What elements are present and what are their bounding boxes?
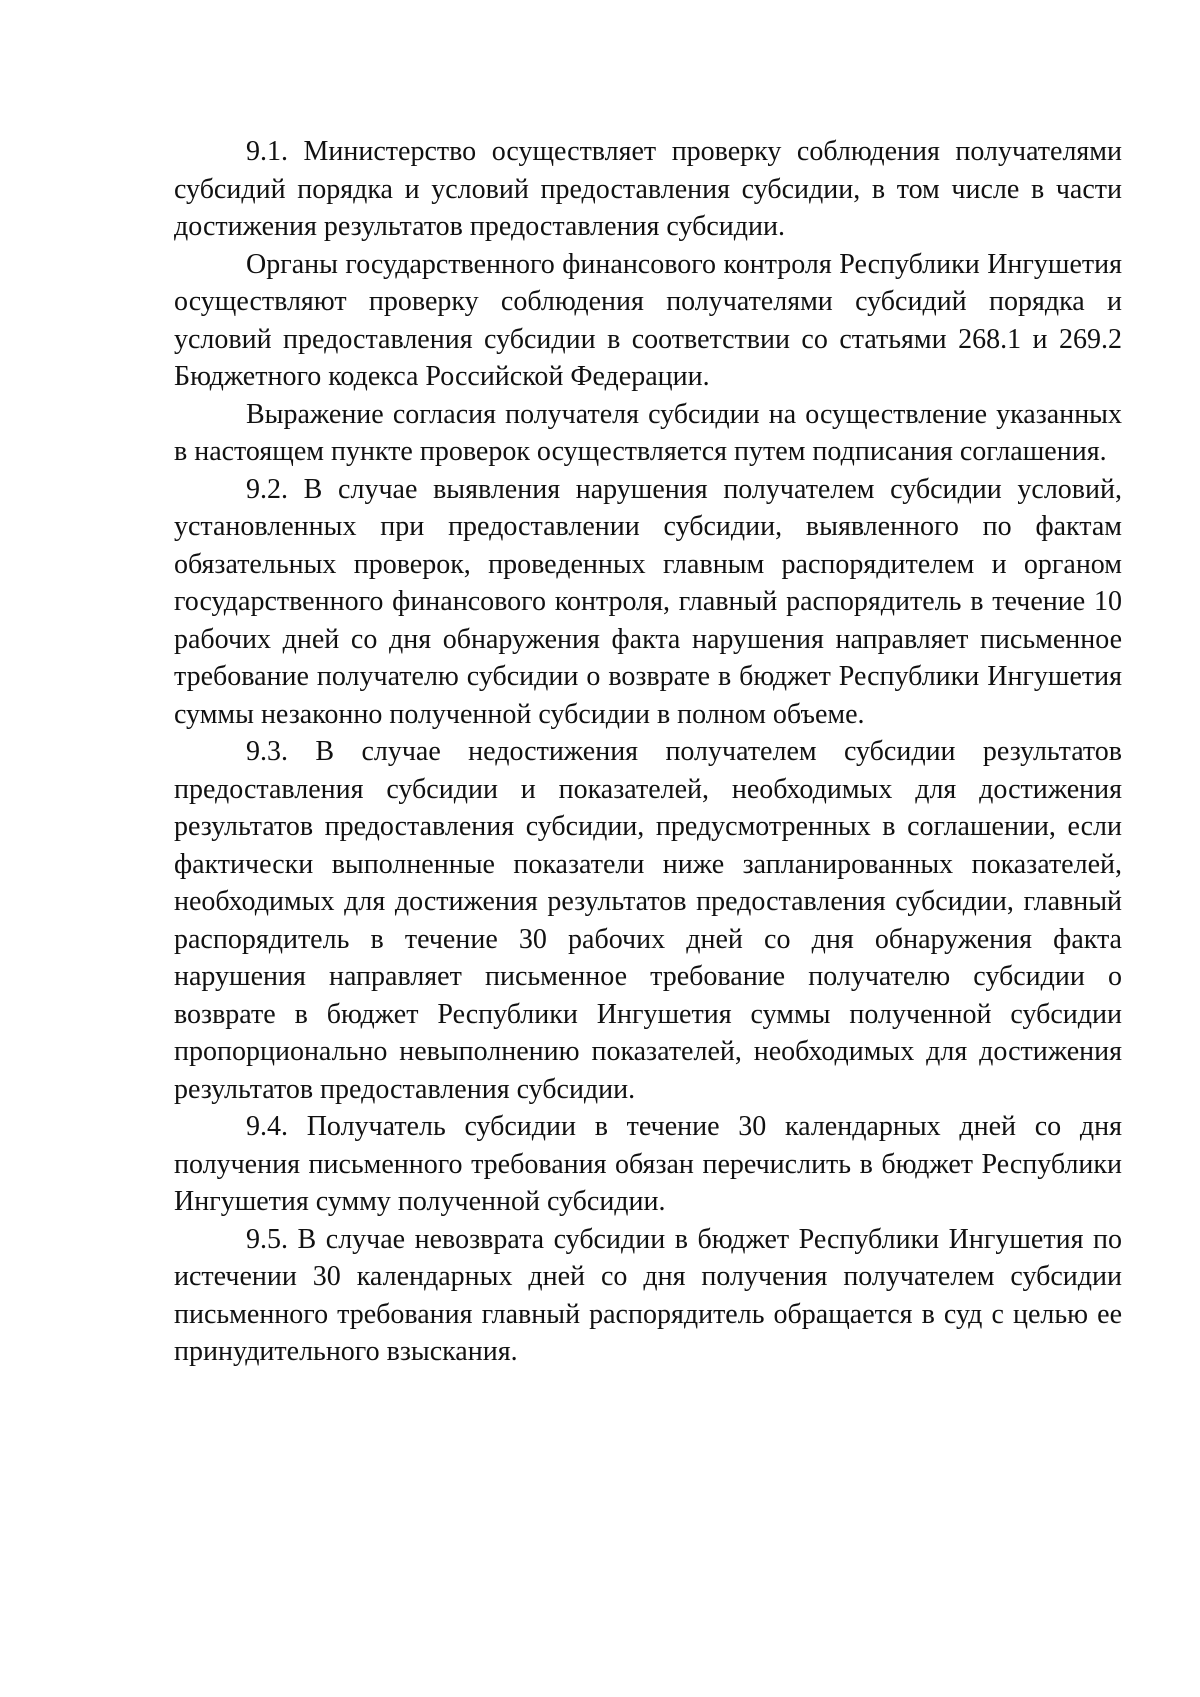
paragraph-9-5: 9.5. В случае невозврата субсидии в бюджет Республики Ингушетия по истечении 30 календарных дней со дня получения получателем субсидии письменного требования главный распорядитель обращается в суд с целью ее принудительного взыскания.: [174, 1223, 1122, 1367]
paragraph-control-bodies: Органы государственного финансового контроля Республики Ингушетия осуществляют проверку соблюдения получателями субсидий порядка и условий предоставления субсидии в соответствии со статьями 268.1 и 269.2 Бюджетного кодекса Российской Федерации.: [174, 248, 1122, 392]
paragraph-consent: Выражение согласия получателя субсидии на осуществление указанных в настоящем пункте проверок осуществляется путем подписания соглашения.: [174, 398, 1122, 467]
document-body: [174, 133, 1122, 1371]
paragraph-9-2: 9.2. В случае выявления нарушения получателем субсидии условий, установленных при предоставлении субсидии, выявленного по фактам обязательных проверок, проведенных главным распорядителем и органом государственного финансового контроля, главный распорядитель в течение 10 рабочих дней со дня обнаружения факта нарушения направляет письменное требование получателю субсидии о возврате в бюджет Республики Ингушетия суммы незаконно полученной субсидии в полном объеме.: [174, 473, 1122, 730]
paragraph-9-4: 9.4. Получатель субсидии в течение 30 календарных дней со дня получения письменного требования обязан перечислить в бюджет Республики Ингушетия сумму полученной субсидии.: [174, 1111, 1122, 1217]
paragraph-9-1: 9.1. Министерство осуществляет проверку соблюдения получателями субсидий порядка и условий предоставления субсидии, в том числе в части достижения результатов предоставления субсидии.: [174, 136, 1122, 242]
paragraph-9-3: 9.3. В случае недостижения получателем субсидии результатов предоставления субсидии и показателей, необходимых для достижения результатов предоставления субсидии, предусмотренных в соглашении, если фактически выполненные показатели ниже запланированных показателей, необходимых для достижения результатов предоставления субсидии, главный распорядитель в течение 30 рабочих дней со дня обнаружения факта нарушения направляет письменное требование получателю субсидии о возврате в бюджет Республики Ингушетия суммы полученной субсидии пропорционально невыполнению показателей, необходимых для достижения результатов предоставления субсидии.: [174, 736, 1122, 1105]
